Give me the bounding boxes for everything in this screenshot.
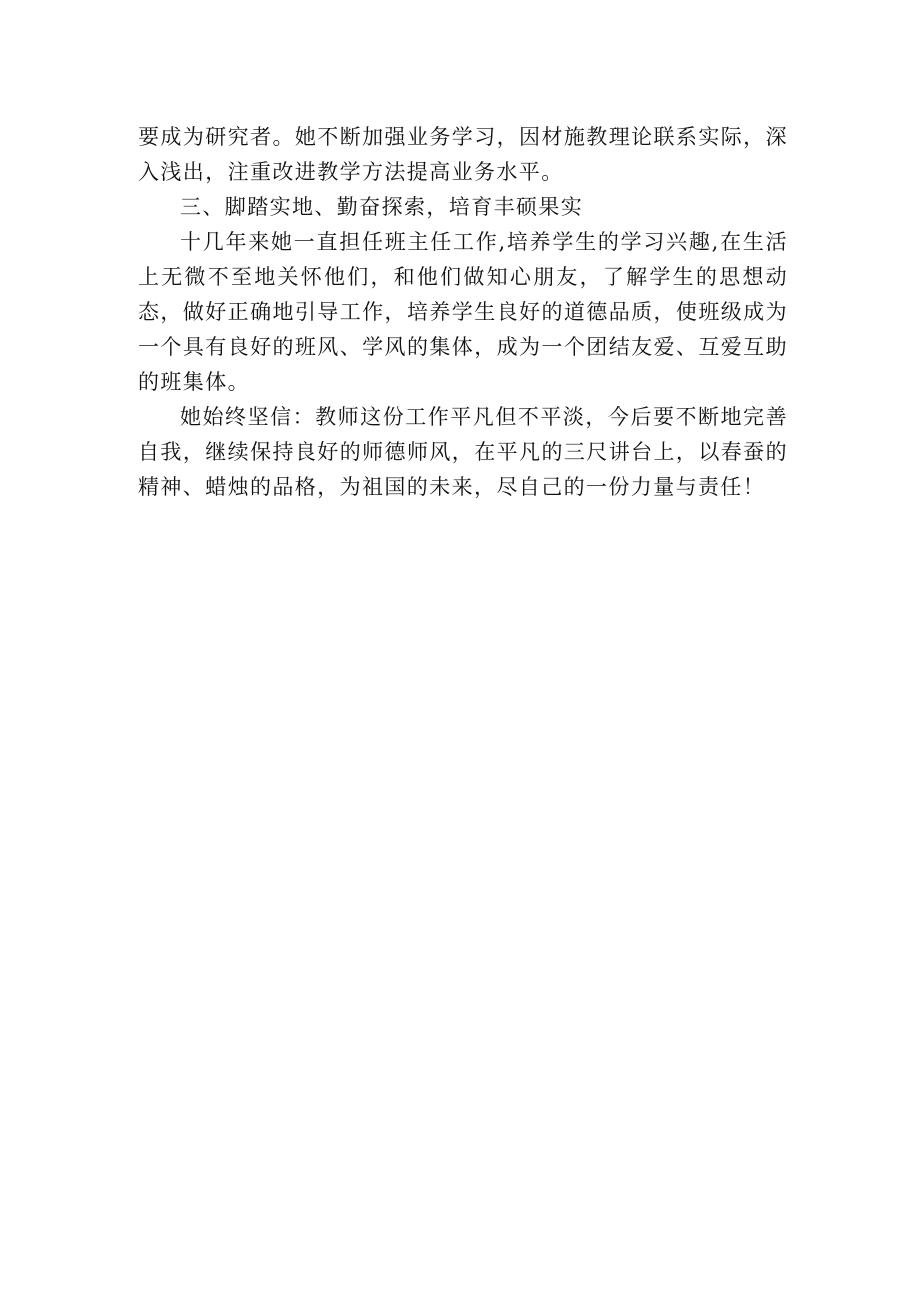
paragraph-continuation: 要成为研究者。她不断加强业务学习，因材施教理论联系实际，深入浅出，注重改进教学方法提高业务水平。 (138, 125, 788, 184)
paragraph-class-teacher-work: 十几年来她一直担任班主任工作,培养学生的学习兴趣,在生活上无微不至地关怀他们，和他们做知心朋友，了解学生的思想动态，做好正确地引导工作，培养学生良好的道德品质，使班级成为一个具有良好的班风、学风的集体，成为一个团结友爱、互爱互助的班集体。 (138, 230, 788, 394)
document-body (138, 120, 788, 505)
section-heading: 三、脚踏实地、勤奋探索，培育丰硕果实 (180, 195, 584, 219)
paragraph-belief: 她始终坚信：教师这份工作平凡但不平淡，今后要不断地完善自我，继续保持良好的师德师风，在平凡的三尺讲台上，以春蚕的精神、蜡烛的品格，为祖国的未来，尽自己的一份力量与责任！ (138, 405, 788, 499)
